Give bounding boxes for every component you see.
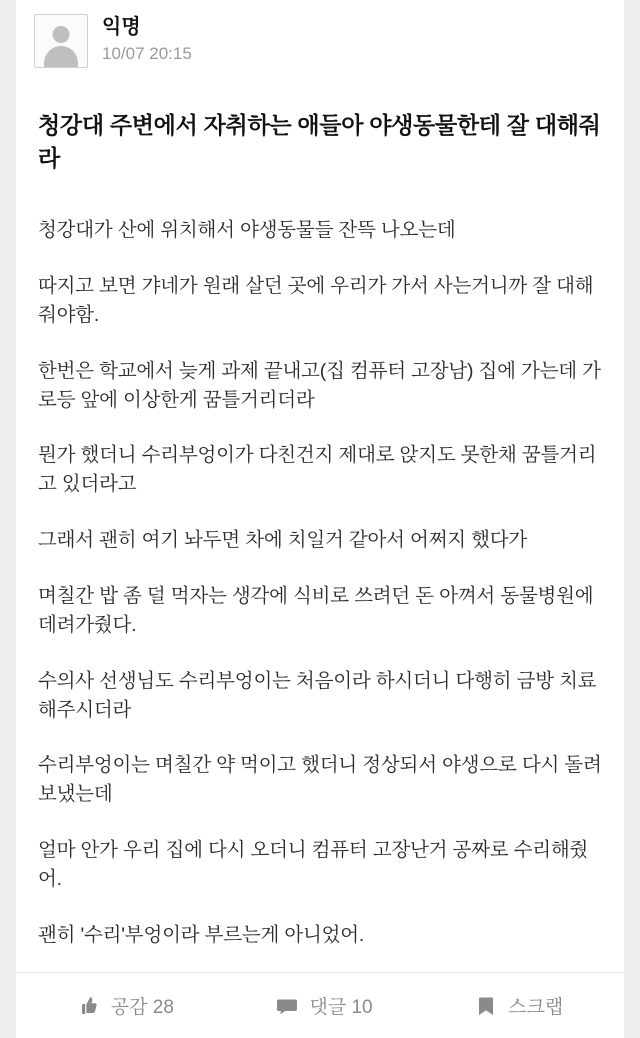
scrap-label: 스크랩 bbox=[508, 997, 564, 1018]
post-header bbox=[16, 0, 624, 72]
post-paragraph: 그래서 괜히 여기 놔두면 차에 치일거 같아서 어쩌지 했다가 bbox=[38, 529, 528, 552]
user-avatar-placeholder-icon[interactable] bbox=[34, 14, 88, 68]
post-paragraph: 수리부엉이는 며칠간 약 먹이고 했더니 정상되서 야생으로 다시 돌려보냈는데 bbox=[38, 754, 602, 806]
scrap-button[interactable] bbox=[464, 986, 573, 1025]
post-paragraph: 수의사 선생님도 수리부엉이는 처음이라 하시더니 다행히 금방 치료해주시더라 bbox=[38, 669, 597, 721]
like-button[interactable] bbox=[67, 986, 184, 1025]
comment-bubble-icon bbox=[275, 994, 299, 1018]
right-gutter bbox=[624, 0, 640, 1038]
comment-label: 댓글 10 bbox=[309, 997, 373, 1018]
comment-button[interactable] bbox=[265, 986, 382, 1025]
avatar-head-shape bbox=[53, 26, 70, 43]
post-paragraph: 며칠간 밥 좀 덜 먹자는 생각에 식비로 쓰려던 돈 아껴서 동물병원에 데려가줬다. bbox=[38, 585, 594, 636]
post-action-bar bbox=[16, 972, 624, 1038]
post-body bbox=[16, 190, 624, 972]
bookmark-icon bbox=[474, 994, 498, 1018]
post-paragraph: 얼마 안가 우리 집에 다시 오더니 컴퓨터 고장난거 공짜로 수리해줬어. bbox=[38, 839, 589, 891]
like-label: 공감 28 bbox=[110, 997, 174, 1018]
author-name[interactable]: 익명 bbox=[102, 16, 141, 38]
avatar-body-shape bbox=[44, 46, 78, 68]
post-paragraph: 따지고 보면 갸네가 원래 살던 곳에 우리가 가서 사는거니까 잘 대해줘야함. bbox=[38, 274, 594, 326]
thumbs-up-icon bbox=[77, 994, 101, 1018]
post-paragraph: 청강대가 산에 위치해서 야생동물들 잔뜩 나오는데 bbox=[38, 219, 456, 242]
author-block bbox=[102, 14, 192, 64]
post-paragraph: 괜히 '수리'부엉이라 부르는게 아니었어. bbox=[38, 923, 365, 946]
page-title: 청강대 주변에서 자취하는 애들아 야생동물한테 잘 대해줘라 bbox=[38, 112, 601, 172]
post-paragraph: 뭔가 했더니 수리부엉이가 다친건지 제대로 앉지도 못한채 꿈틀거리고 있더라고 bbox=[38, 444, 597, 496]
left-gutter bbox=[0, 0, 16, 1038]
post-content-column bbox=[16, 0, 624, 1038]
post-paragraph: 한번은 학교에서 늦게 과제 끝내고(집 컴퓨터 고장남) 집에 가는데 가로등 앞에 이상한게 꿈틀거리더라 bbox=[38, 359, 601, 411]
post-timestamp: 10/07 20:15 bbox=[102, 44, 192, 63]
